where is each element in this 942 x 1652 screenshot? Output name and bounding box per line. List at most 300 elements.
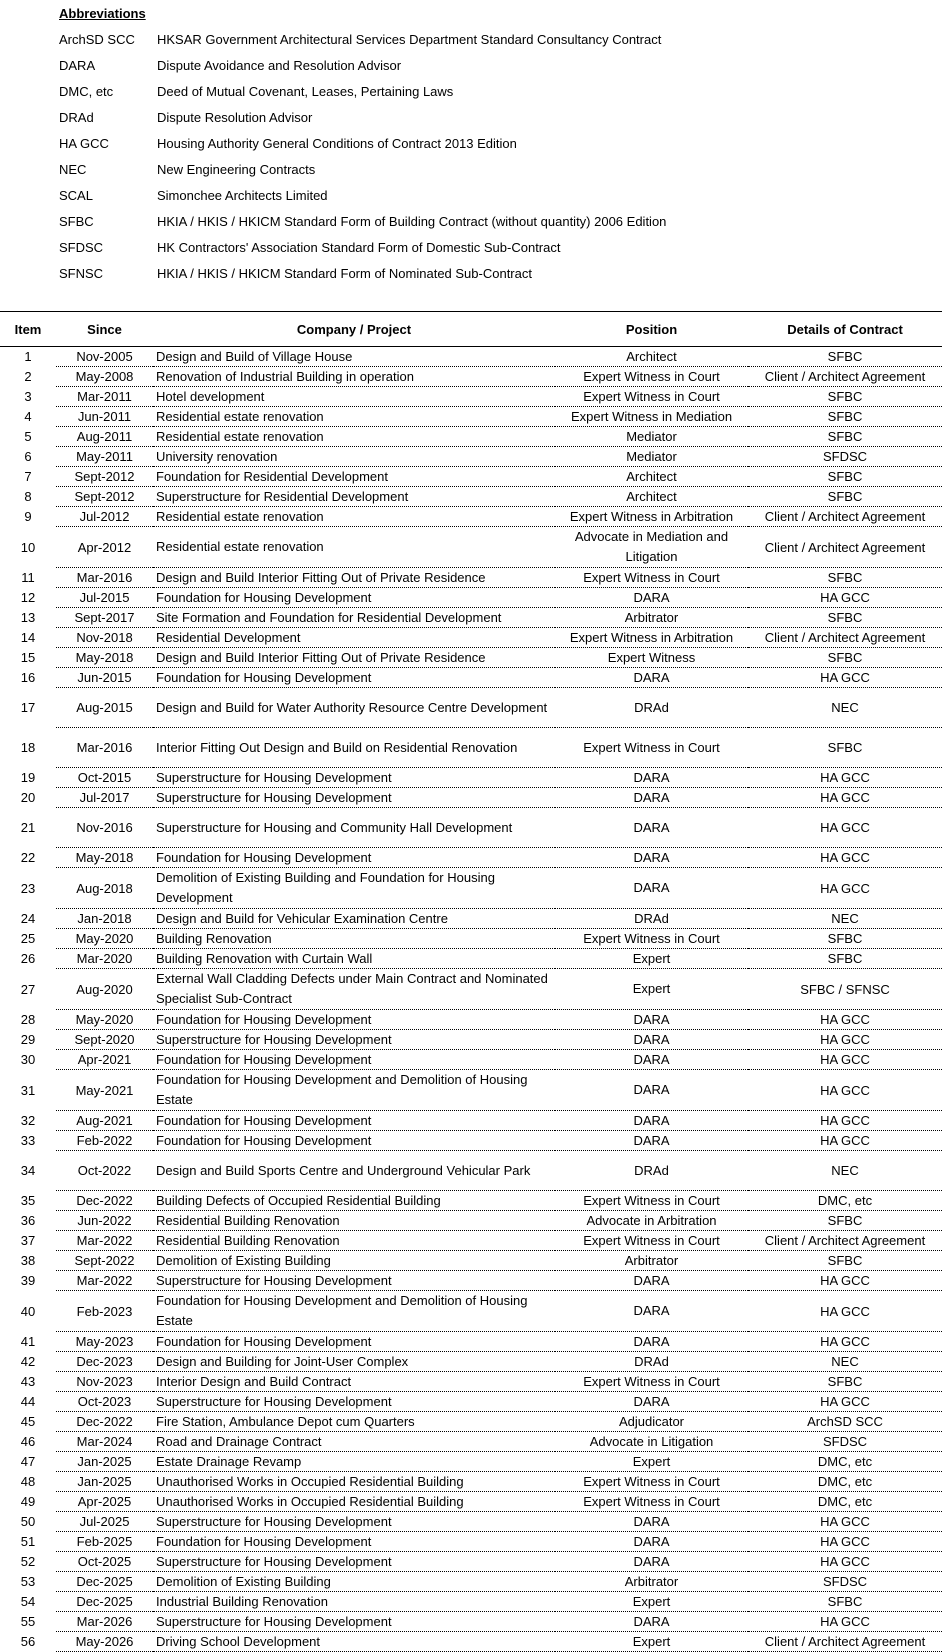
cell-position: Adjudicator (555, 1412, 748, 1432)
cell-item: 17 (20, 700, 36, 715)
cell-position: DARA (555, 1332, 748, 1352)
cell-project: Residential estate renovation (153, 507, 555, 527)
cell-details: SFBC (748, 427, 942, 447)
cell-details: SFBC (748, 608, 942, 628)
cell-position: Arbitrator (555, 1572, 748, 1592)
table-header (0, 312, 942, 347)
abbreviation-row (59, 53, 919, 79)
cell-item: 31 (20, 1082, 36, 1098)
cell-position: Expert Witness in Court (555, 1372, 748, 1392)
table-row (0, 1251, 942, 1271)
cell-item: 11 (21, 570, 35, 585)
cell-details: SFBC (748, 487, 942, 507)
cell-position: DARA (555, 848, 748, 868)
cell-project: Design and Build for Vehicular Examination Centre (153, 909, 555, 929)
cell-since: May-2021 (56, 1070, 153, 1111)
cell-details: ArchSD SCC (748, 1412, 942, 1432)
cell-position: Mediator (555, 427, 748, 447)
cell-project: Superstructure for Housing and Community Hall Development (153, 808, 555, 848)
cell-since: Oct-2023 (56, 1392, 153, 1412)
cell-item: 29 (20, 1032, 36, 1047)
cell-position: Expert (555, 1632, 748, 1652)
table-row (0, 608, 942, 628)
experience-table (0, 311, 942, 1652)
cell-details: SFDSC (748, 447, 942, 467)
cell-since: May-2011 (56, 447, 153, 467)
header-item: Item (0, 312, 56, 347)
cell-since: Dec-2025 (56, 1592, 153, 1612)
cell-project: Residential Building Renovation (153, 1231, 555, 1251)
cell-position: Advocate in Mediation and Litigation (555, 527, 748, 568)
cell-position: DARA (555, 768, 748, 788)
abbreviation-key: SCAL (59, 188, 93, 203)
table-row (0, 1592, 942, 1612)
cell-details: HA GCC (748, 1111, 942, 1131)
cell-position: DARA (555, 1512, 748, 1532)
cell-since: Aug-2015 (56, 688, 153, 728)
cell-project: Residential Development (153, 628, 555, 648)
table-row (0, 1612, 942, 1632)
cell-since: Mar-2026 (56, 1612, 153, 1632)
cell-details: SFBC (748, 347, 942, 367)
cell-details: HA GCC (748, 1552, 942, 1572)
cell-item: 46 (20, 1434, 36, 1449)
cell-position: Expert Witness (555, 648, 748, 668)
cell-position: Advocate in Litigation (555, 1432, 748, 1452)
cell-details: SFBC (748, 467, 942, 487)
cell-position: Expert (555, 969, 748, 1010)
cell-position: DARA (555, 1070, 748, 1111)
table-row (0, 1151, 942, 1191)
cell-project: Unauthorised Works in Occupied Residential Building (153, 1472, 555, 1492)
cell-item: 12 (20, 590, 36, 605)
cell-details: HA GCC (748, 1332, 942, 1352)
cell-since: Aug-2020 (56, 969, 153, 1010)
header-details: Details of Contract (748, 312, 942, 347)
abbreviation-row (59, 235, 919, 261)
cell-item: 24 (20, 911, 36, 926)
cell-item: 38 (20, 1253, 36, 1268)
cell-project: Superstructure for Housing Development (153, 1612, 555, 1632)
cell-item: 40 (20, 1303, 36, 1319)
table-row (0, 949, 942, 969)
table-row (0, 668, 942, 688)
table-row (0, 1492, 942, 1512)
header-since: Since (56, 312, 153, 347)
cell-project: Superstructure for Residential Development (153, 487, 555, 507)
cell-position: Architect (555, 467, 748, 487)
cell-project: Building Defects of Occupied Residential Building (153, 1191, 555, 1211)
cell-position: DARA (555, 808, 748, 848)
cell-position: DARA (555, 868, 748, 909)
table-row (0, 387, 942, 407)
cell-since: May-2018 (56, 848, 153, 868)
cell-details: SFBC (748, 1251, 942, 1271)
cell-item: 36 (20, 1213, 36, 1228)
header-project: Company / Project (153, 312, 555, 347)
cell-since: Mar-2022 (56, 1271, 153, 1291)
table-row (0, 1352, 942, 1372)
abbreviation-row (59, 131, 919, 157)
cell-since: May-2018 (56, 648, 153, 668)
cell-project: Demolition of Existing Building (153, 1251, 555, 1271)
table-row (0, 1472, 942, 1492)
table-row (0, 568, 942, 588)
cell-project: Hotel development (153, 387, 555, 407)
cell-details: SFBC (748, 568, 942, 588)
cell-item: 16 (20, 670, 36, 685)
cell-project: Foundation for Housing Development (153, 1050, 555, 1070)
cell-item: 30 (20, 1052, 36, 1067)
cell-project: Design and Build of Village House (153, 347, 555, 367)
table-row (0, 1512, 942, 1532)
cell-details: SFBC (748, 407, 942, 427)
abbreviation-key: SFBC (59, 214, 94, 229)
cell-item: 49 (20, 1494, 36, 1509)
cell-project: Foundation for Housing Development (153, 1332, 555, 1352)
cell-position: Arbitrator (555, 1251, 748, 1271)
cell-details: SFBC (748, 1592, 942, 1612)
cell-project: Foundation for Housing Development (153, 1111, 555, 1131)
cell-project: Superstructure for Housing Development (153, 1392, 555, 1412)
cell-project: Renovation of Industrial Building in operation (153, 367, 555, 387)
cell-position: DARA (555, 668, 748, 688)
cell-project: Residential estate renovation (153, 427, 555, 447)
abbreviation-description: Housing Authority General Conditions of Contract 2013 Edition (157, 136, 517, 151)
table-row (0, 1392, 942, 1412)
cell-item: 26 (20, 951, 36, 966)
cell-project: Industrial Building Renovation (153, 1592, 555, 1612)
cell-position: DARA (555, 1010, 748, 1030)
cell-item: 43 (20, 1374, 36, 1389)
abbreviation-row (59, 79, 919, 105)
table-row (0, 1552, 942, 1572)
cell-item: 44 (20, 1394, 36, 1409)
cell-position: DARA (555, 1552, 748, 1572)
cell-details: HA GCC (748, 1010, 942, 1030)
cell-since: Feb-2022 (56, 1131, 153, 1151)
abbreviation-row (59, 183, 919, 209)
cell-since: Mar-2022 (56, 1231, 153, 1251)
cell-details: NEC (748, 688, 942, 728)
cell-project: Demolition of Existing Building and Foundation for Housing Development (153, 868, 555, 909)
cell-since: Apr-2021 (56, 1050, 153, 1070)
abbreviation-key: DRAd (59, 110, 94, 125)
cell-position: Architect (555, 347, 748, 367)
cell-project: Superstructure for Housing Development (153, 1552, 555, 1572)
cell-details: DMC, etc (748, 1452, 942, 1472)
cell-position: DARA (555, 1612, 748, 1632)
cell-position: DRAd (555, 909, 748, 929)
cell-since: Jan-2025 (56, 1472, 153, 1492)
table-row (0, 628, 942, 648)
cell-item: 54 (20, 1594, 36, 1609)
cell-position: DARA (555, 1111, 748, 1131)
table-row (0, 407, 942, 427)
table-row (0, 347, 942, 367)
cell-item: 42 (20, 1354, 36, 1369)
cell-since: Mar-2016 (56, 568, 153, 588)
cell-since: Jun-2022 (56, 1211, 153, 1231)
cell-project: Foundation for Residential Development (153, 467, 555, 487)
cell-since: Sept-2012 (56, 467, 153, 487)
cell-item: 15 (20, 650, 36, 665)
cell-project: Driving School Development (153, 1632, 555, 1652)
abbreviation-key: NEC (59, 162, 87, 177)
cell-details: HA GCC (748, 1030, 942, 1050)
cell-details: HA GCC (748, 788, 942, 808)
cell-project: Estate Drainage Revamp (153, 1452, 555, 1472)
abbreviations-list (59, 27, 919, 287)
cell-position: DRAd (555, 688, 748, 728)
cell-position: Expert Witness in Court (555, 728, 748, 768)
table-row (0, 1231, 942, 1251)
cell-since: Mar-2016 (56, 728, 153, 768)
cell-project: Site Formation and Foundation for Residential Development (153, 608, 555, 628)
cell-since: Jun-2011 (56, 407, 153, 427)
cell-since: Jul-2012 (56, 507, 153, 527)
table-row (0, 1131, 942, 1151)
cell-project: Design and Build Sports Centre and Underground Vehicular Park (153, 1151, 555, 1191)
cell-item: 50 (20, 1514, 36, 1529)
cell-item: 20 (20, 790, 36, 805)
cell-since: Dec-2022 (56, 1191, 153, 1211)
cell-project: Superstructure for Housing Development (153, 788, 555, 808)
cell-position: Mediator (555, 447, 748, 467)
cell-since: Jul-2015 (56, 588, 153, 608)
table-row (0, 688, 942, 728)
cell-since: Jan-2025 (56, 1452, 153, 1472)
cell-item: 3 (24, 389, 32, 404)
cell-item: 9 (24, 509, 32, 524)
cell-position: DARA (555, 1050, 748, 1070)
cell-item: 55 (20, 1614, 36, 1629)
cell-project: Design and Build for Water Authority Resource Centre Development (153, 688, 555, 728)
cell-item: 33 (20, 1133, 36, 1148)
cell-details: HA GCC (748, 668, 942, 688)
abbreviation-description: HKIA / HKIS / HKICM Standard Form of Nominated Sub-Contract (157, 266, 532, 281)
abbreviation-key: ArchSD SCC (59, 32, 135, 47)
cell-position: Expert Witness in Court (555, 1492, 748, 1512)
table-row (0, 1291, 942, 1332)
cell-since: Nov-2005 (56, 347, 153, 367)
table-row (0, 447, 942, 467)
cell-since: Aug-2021 (56, 1111, 153, 1131)
cell-details: SFBC (748, 387, 942, 407)
cell-details: HA GCC (748, 1070, 942, 1111)
cell-since: Sept-2017 (56, 608, 153, 628)
table-header-row (0, 312, 942, 347)
cell-item: 4 (24, 409, 32, 424)
cell-details: Client / Architect Agreement (748, 1231, 942, 1251)
cell-project: Superstructure for Housing Development (153, 1030, 555, 1050)
abbreviation-key: HA GCC (59, 136, 109, 151)
cell-project: Foundation for Housing Development (153, 1010, 555, 1030)
table-row (0, 1111, 942, 1131)
table-row (0, 1452, 942, 1472)
cell-project: Foundation for Housing Development (153, 848, 555, 868)
abbreviation-row (59, 105, 919, 131)
cell-details: HA GCC (748, 868, 942, 909)
cell-item: 14 (20, 630, 36, 645)
cell-project: Road and Drainage Contract (153, 1432, 555, 1452)
cell-details: Client / Architect Agreement (748, 628, 942, 648)
cell-since: Aug-2018 (56, 868, 153, 909)
table-row (0, 969, 942, 1010)
cell-item: 10 (20, 539, 36, 555)
cell-item: 32 (20, 1113, 36, 1128)
cell-position: Expert (555, 949, 748, 969)
cell-project: Unauthorised Works in Occupied Residential Building (153, 1492, 555, 1512)
cell-since: May-2020 (56, 1010, 153, 1030)
table-row (0, 487, 942, 507)
cell-details: SFDSC (748, 1572, 942, 1592)
cell-since: Apr-2025 (56, 1492, 153, 1512)
table-row (0, 367, 942, 387)
cell-project: Foundation for Housing Development and Demolition of Housing Estate (153, 1291, 555, 1332)
table-row (0, 1070, 942, 1111)
cell-details: HA GCC (748, 588, 942, 608)
table-row (0, 588, 942, 608)
cell-item: 27 (20, 981, 36, 997)
cell-since: Mar-2011 (56, 387, 153, 407)
cell-position: Expert Witness in Court (555, 1231, 748, 1251)
abbreviation-description: HKIA / HKIS / HKICM Standard Form of Building Contract (without quantity) 2006 Edition (157, 214, 667, 229)
cell-project: Foundation for Housing Development (153, 588, 555, 608)
cell-item: 56 (20, 1634, 36, 1649)
table-row (0, 868, 942, 909)
cell-project: Building Renovation with Curtain Wall (153, 949, 555, 969)
cell-project: Foundation for Housing Development (153, 1131, 555, 1151)
cell-since: Aug-2011 (56, 427, 153, 447)
cell-details: SFBC / SFNSC (748, 969, 942, 1010)
abbreviation-row (59, 261, 919, 287)
cell-item: 47 (20, 1454, 36, 1469)
cell-details: Client / Architect Agreement (748, 527, 942, 568)
cell-details: Client / Architect Agreement (748, 1632, 942, 1652)
cell-position: Expert Witness in Court (555, 929, 748, 949)
cell-project: Design and Build Interior Fitting Out of Private Residence (153, 568, 555, 588)
cell-details: NEC (748, 909, 942, 929)
cell-item: 8 (24, 489, 32, 504)
cell-position: DRAd (555, 1151, 748, 1191)
cell-since: Oct-2025 (56, 1552, 153, 1572)
cell-position: DARA (555, 1271, 748, 1291)
cell-details: HA GCC (748, 848, 942, 868)
cell-project: Fire Station, Ambulance Depot cum Quarters (153, 1412, 555, 1432)
cell-item: 21 (20, 820, 36, 835)
abbreviation-description: HK Contractors' Association Standard Form of Domestic Sub-Contract (157, 240, 561, 255)
cell-position: Arbitrator (555, 608, 748, 628)
abbreviation-key: DMC, etc (59, 84, 114, 99)
cell-project: Design and Build Interior Fitting Out of Private Residence (153, 648, 555, 668)
cell-item: 52 (20, 1554, 36, 1569)
cell-details: Client / Architect Agreement (748, 367, 942, 387)
cell-project: Superstructure for Housing Development (153, 1512, 555, 1532)
cell-project: University renovation (153, 447, 555, 467)
abbreviation-description: HKSAR Government Architectural Services Department Standard Consultancy Contract (157, 32, 662, 47)
cell-details: HA GCC (748, 1131, 942, 1151)
table-row (0, 909, 942, 929)
cell-since: Mar-2024 (56, 1432, 153, 1452)
cell-position: DARA (555, 1532, 748, 1552)
table-row (0, 1532, 942, 1552)
cell-item: 37 (20, 1233, 36, 1248)
abbreviation-row (59, 27, 919, 53)
cell-position: DARA (555, 1131, 748, 1151)
header-position: Position (555, 312, 748, 347)
cell-position: Expert Witness in Court (555, 568, 748, 588)
cell-item: 13 (20, 610, 36, 625)
cell-project: Foundation for Housing Development (153, 668, 555, 688)
abbreviation-description: Simonchee Architects Limited (157, 188, 328, 203)
cell-project: Residential Building Renovation (153, 1211, 555, 1231)
table-row (0, 427, 942, 447)
cell-item: 5 (24, 429, 32, 444)
cell-item: 25 (20, 931, 36, 946)
table-row (0, 808, 942, 848)
table-row (0, 1572, 942, 1592)
cell-since: May-2020 (56, 929, 153, 949)
cell-since: Feb-2023 (56, 1291, 153, 1332)
cell-position: DARA (555, 1030, 748, 1050)
table-row (0, 1412, 942, 1432)
cell-project: Residential estate renovation (153, 407, 555, 427)
cell-project: Building Renovation (153, 929, 555, 949)
cell-since: Oct-2015 (56, 768, 153, 788)
cell-item: 34 (20, 1163, 36, 1178)
cell-position: DRAd (555, 1352, 748, 1372)
table-row (0, 648, 942, 668)
experience-table-container (0, 311, 942, 1652)
cell-project: Design and Building for Joint-User Complex (153, 1352, 555, 1372)
cell-project: External Wall Cladding Defects under Main Contract and Nominated Specialist Sub-Contract (153, 969, 555, 1010)
cell-item: 41 (20, 1334, 36, 1349)
cell-details: SFBC (748, 1211, 942, 1231)
table-row (0, 1372, 942, 1392)
cell-project: Foundation for Housing Development (153, 1532, 555, 1552)
cell-since: Nov-2023 (56, 1372, 153, 1392)
abbreviation-key: SFDSC (59, 240, 104, 255)
table-row (0, 929, 942, 949)
cell-position: Architect (555, 487, 748, 507)
cell-details: SFBC (748, 1372, 942, 1392)
cell-item: 18 (20, 740, 36, 755)
table-row (0, 848, 942, 868)
abbreviation-row (59, 157, 919, 183)
cell-position: Expert (555, 1592, 748, 1612)
cell-details: HA GCC (748, 1512, 942, 1532)
table-row (0, 1271, 942, 1291)
table-row (0, 1432, 942, 1452)
cell-since: Sept-2020 (56, 1030, 153, 1050)
table-row (0, 467, 942, 487)
abbreviation-description: New Engineering Contracts (157, 162, 316, 177)
cell-since: Feb-2025 (56, 1532, 153, 1552)
table-row (0, 1332, 942, 1352)
cell-project: Interior Fitting Out Design and Build on Residential Renovation (153, 728, 555, 768)
cell-project: Demolition of Existing Building (153, 1572, 555, 1592)
abbreviations-title: Abbreviations (59, 6, 146, 21)
cell-position: Expert Witness in Arbitration (555, 628, 748, 648)
cell-position: Expert Witness in Arbitration (555, 507, 748, 527)
cell-details: NEC (748, 1151, 942, 1191)
cell-since: May-2008 (56, 367, 153, 387)
cell-details: SFBC (748, 728, 942, 768)
cell-details: NEC (748, 1352, 942, 1372)
table-row (0, 768, 942, 788)
table-row (0, 788, 942, 808)
